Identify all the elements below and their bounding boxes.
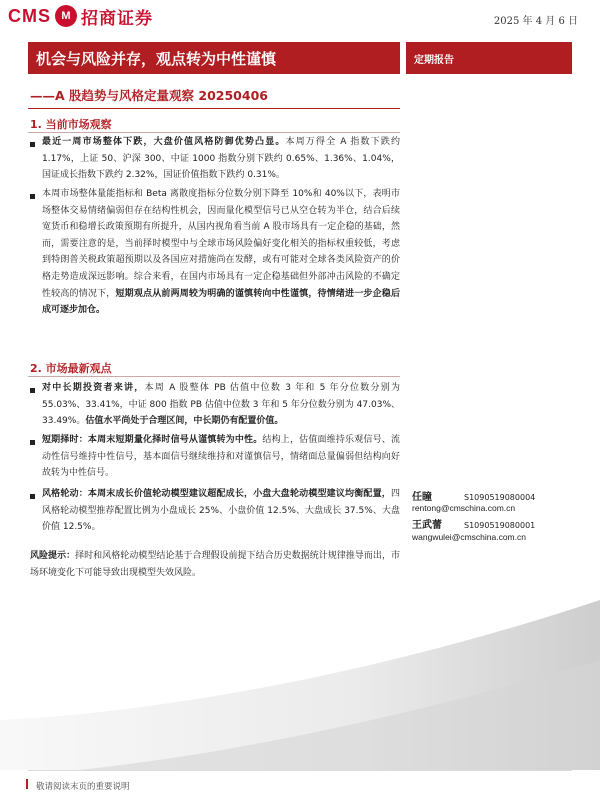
section-1-rule <box>28 132 400 133</box>
s2-bullet-1-lead: 对中长期投资者来讲， <box>42 383 145 393</box>
s2-bullet-1-text: 本周 A 股整体 PB 估值中位数 3 年和 5 年分位数分别为 55.03%、33.41%，中证 800 指数 PB 估值中位数 3 年和 5 年分位数分别为 47.03%、33.49%。 <box>42 383 400 427</box>
section-2-bullet-3 <box>42 486 400 536</box>
report-subtitle: ——A 股趋势与风格定量观察 20250406 <box>30 88 268 103</box>
analyst-2 <box>412 516 535 531</box>
analyst-1-name: 任瞳 <box>412 492 432 503</box>
bullet-marker <box>30 190 38 198</box>
section-1-heading: 1. 当前市场观察 <box>30 118 112 131</box>
analyst-2-name: 王武蕾 <box>412 520 442 531</box>
section-2-bullet-2 <box>42 432 400 482</box>
bullet-2-conclusion: 短期观点从前两周较为明确的谨慎转向中性谨慎，待情绪进一步企稳后成可逐步加仓。 <box>42 288 400 316</box>
section-1-bullet-2 <box>42 186 400 319</box>
subtitle-divider <box>28 108 400 109</box>
section-2-heading: 2. 市场最新观点 <box>30 362 112 375</box>
report-type-label: 定期报告 <box>414 55 454 66</box>
footer-divider <box>28 770 572 771</box>
s2-bullet-1-conclusion: 估值水平尚处于合理区间，中长期仍有配置价值。 <box>85 416 284 427</box>
footer-note: 敬请阅读末页的重要说明 <box>36 782 130 792</box>
decorative-background <box>0 600 600 770</box>
analyst-1 <box>412 488 535 503</box>
analyst-1-email[interactable]: rentong@cmschina.com.cn <box>412 503 516 513</box>
bullet-2-text: 本周市场整体量能指标和 Beta 离散度指标分位数分别下降至 10%和 40%以下，表明市场整体交易情绪偏弱但存在结构性机会，因而量化模型信号已从空仓转为半仓，结合后续宽货币和稳增长政策预期有所提升，从国内视角看当前 A 股市场具有一定企稳的基础，然而，需要注意的是，当前择时模型中与全球市场风险偏好变化相关的指标权重较低，考虑到特朗普关税政策超预期以及各国应对措施尚在发酵，或有可能对全球各类风险资产的价格走势造成深远影响。综合来看，在国内市场具有一定企稳基础但外部冲击风险的不确定性较高的情况下， <box>42 189 400 299</box>
bullet-marker <box>30 490 38 498</box>
analyst-2-email[interactable]: wangwulei@cmschina.com.cn <box>412 532 526 542</box>
company-logo <box>8 2 153 30</box>
bullet-1-text: 本周万得全 A 指数下跌约 1.17%，上证 50、沪深 300、中证 1000 指数分别下跌约 0.65%、1.36%、1.04%，国证成长指数下跌约 2.32%，国证价值指数下跌约 0.31%。 <box>42 137 400 181</box>
logo-text-cn: 招商证券 <box>81 8 153 29</box>
logo-mark-icon: M <box>55 5 77 27</box>
logo-text-en: CMS <box>8 5 51 26</box>
bullet-marker <box>30 436 38 444</box>
report-header <box>0 0 600 34</box>
section-2-rule <box>28 376 400 377</box>
bullet-marker <box>30 138 38 146</box>
bullet-1-lead: 最近一周市场整体下跌，大盘价值风格防御优势凸显。 <box>42 137 286 147</box>
footer-mark-icon <box>26 779 34 789</box>
risk-label: 风险提示： <box>30 551 76 561</box>
s2-bullet-2-lead: 短期择时：本周末短期量化择时信号从谨慎转为中性。 <box>42 435 263 445</box>
analyst-1-license: S1090519080004 <box>464 493 536 502</box>
section-1-bullet-1 <box>42 134 400 184</box>
s2-bullet-3-lead: 风格轮动：本周末成长价值轮动模型建议超配成长，小盘大盘轮动模型建议均衡配置， <box>42 489 391 499</box>
s2-bullet-3-text: 四风格轮动模型推荐配置比例为小盘成长 25%、小盘价值 12.5%、大盘成长 37.5%、大盘价值 12.5%。 <box>42 489 400 533</box>
report-date: 2025 年 4 月 6 日 <box>493 16 578 27</box>
analyst-2-license: S1090519080001 <box>464 521 536 530</box>
s2-bullet-2-text: 结构上，估值面维持乐观信号、流动性信号维持中性信号，基本面信号继续维持和对谨慎信号，情绪面总量偏弱但结构向好故转为中性信号。 <box>42 435 400 479</box>
section-2-bullet-1 <box>42 380 400 430</box>
risk-text: 择时和风格轮动模型结论基于合理假设前提下结合历史数据统计规律推导而出，市场环境变化下可能导致出现模型失效风险。 <box>30 551 400 578</box>
report-title: 机会与风险并存，观点转为中性谨慎 <box>36 50 277 68</box>
bullet-marker <box>30 384 38 392</box>
risk-warning <box>30 548 400 581</box>
